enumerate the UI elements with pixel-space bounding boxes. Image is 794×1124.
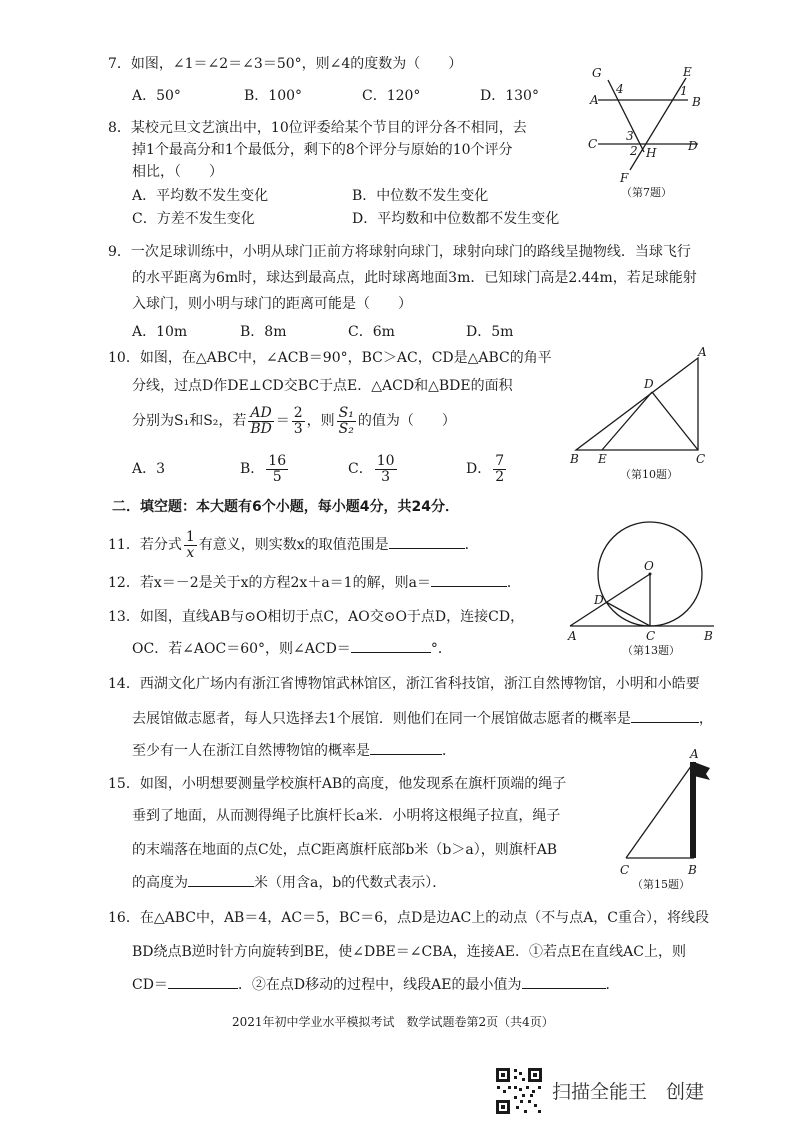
- q12-line: 12．若x＝－2是关于x的方程2x＋a＝1的解，则a＝ ．: [108, 572, 521, 593]
- q7-stem: 7．如图，∠1＝∠2＝∠3＝50°，则∠4的度数为（ ）: [108, 56, 463, 72]
- scanner-watermark: 扫描全能王 创建: [552, 1081, 705, 1103]
- page-footer: 2021年初中学业水平模拟考试 数学试题卷第2页（共4页）: [232, 1015, 554, 1029]
- q10-figure: [562, 344, 722, 466]
- q16-line1: 16．在△ABC中，AB＝4，AC＝5，BC＝6，点D是边AC上的动点（不与点A，C重合），将线段: [108, 910, 710, 926]
- q13-label-a: A: [568, 629, 577, 642]
- q14-line2: 去展馆做志愿者，每人只选择去1个展馆．则他们在同一个展馆做志愿者的概率是 ，: [132, 708, 713, 729]
- q16-answer-blank-2: [522, 974, 606, 989]
- q9-option-c: C．6m: [348, 324, 395, 340]
- q7-label-2: 2: [630, 144, 638, 158]
- q15-line2: 垂到了地面，从而测得绳子比旗杆长a米．小明将这根绳子拉直，绳子: [132, 808, 561, 824]
- q10-label-a: A: [698, 345, 707, 359]
- q7-label-4: 4: [616, 82, 624, 96]
- q7-caption: （第7题）: [621, 186, 672, 199]
- q10-line2: 分线，过点D作DE⊥CD交BC于点E．△ACD和△BDE的面积: [132, 378, 513, 394]
- q13-label-b: B: [704, 629, 713, 642]
- q16-line2: BD绕点B逆时针方向旋转到BE，使∠DBE＝∠CBA，连接AE．①若点E在直线AC上，则: [132, 944, 686, 960]
- q8-option-c: C．方差不发生变化: [132, 211, 255, 227]
- q16-line3: CD＝ ．②在点D移动的过程中，线段AE的最小值为 ．: [132, 974, 620, 995]
- q13-line2: OC．若∠AOC＝60°，则∠ACD＝ °．: [132, 638, 452, 659]
- q12-answer-blank: [431, 572, 507, 587]
- q15-caption: （第15题）: [632, 878, 690, 891]
- q10-option-a: A．3: [132, 461, 166, 477]
- q10-line3: 分别为S₁和S₂，若 $\frac{AD}{BD}$ ＝ $\frac{2}{3}$ ，则 $\frac{\text{S₁}}{\text{S₂}}$ 的值为（ ）: [132, 404, 456, 437]
- q15-line4: 的高度为 米（用含a，b的代数式表示）．: [132, 872, 446, 893]
- q10-label-d: D: [644, 377, 654, 391]
- q14-answer-blank-1: [631, 708, 699, 723]
- q7-figure: [578, 60, 718, 200]
- q7-option-c: C．120°: [362, 88, 421, 104]
- q8-option-b: B．中位数不发生变化: [352, 188, 489, 204]
- q9-option-a: A．10m: [132, 324, 188, 340]
- q10-frac-s1-s2: $\frac{\text{S₁}}{\text{S₂}}$: [338, 404, 354, 437]
- q15-figure: [614, 746, 714, 878]
- q13-label-o: O: [644, 559, 654, 573]
- q15-label-b: B: [688, 863, 697, 877]
- q15-line3: 的末端落在地面的点C处，点C距离旗杆底部b米（b＞a），则旗杆AB: [132, 842, 558, 858]
- q8-option-a: A．平均数不发生变化: [132, 188, 269, 204]
- q8-line1: 8．某校元旦文艺演出中，10位评委给某个节目的评分各不相同，去: [108, 120, 527, 136]
- q10-label-c: C: [696, 452, 706, 466]
- q10-option-b: B． $\frac{16}{5}$: [240, 452, 287, 485]
- q9-option-d: D．5m: [466, 324, 514, 340]
- q7-label-d: D: [688, 139, 698, 153]
- q7-option-b: B．100°: [244, 88, 303, 104]
- q7-label-f: F: [620, 171, 629, 185]
- q15-answer-blank: [188, 872, 254, 887]
- q13-figure: [566, 518, 716, 642]
- q10-frac-value: $\frac{2}{3}$: [293, 404, 303, 437]
- q10-label-b: B: [570, 452, 579, 466]
- q9-option-b: B．8m: [240, 324, 287, 340]
- q11-line: 11．若分式 $\frac{1}{x}$ 有意义，则实数x的取值范围是 ．: [108, 528, 479, 561]
- q10-option-c: C． $\frac{10}{3}$: [348, 452, 395, 485]
- q7-label-c: C: [588, 137, 598, 151]
- q7-label-b: B: [692, 95, 701, 109]
- q8-line2: 掉1个最高分和1个最低分，剩下的8个评分与原始的10个评分: [132, 142, 513, 158]
- q16-answer-blank-1: [168, 974, 238, 989]
- q13-label-c: C: [646, 629, 656, 642]
- q7-option-a: A．50°: [132, 88, 181, 104]
- q9-line1: 9．一次足球训练中，小明从球门正前方将球射向球门，球射向球门的路线呈抛物线．当球飞行: [108, 244, 691, 260]
- q15-line1: 15．如图，小明想要测量学校旗杆AB的高度，他发现系在旗杆顶端的绳子: [108, 776, 567, 792]
- q10-label-e: E: [598, 452, 607, 466]
- q15-label-a: A: [690, 747, 699, 761]
- q8-option-d: D．平均数和中位数都不发生变化: [352, 211, 560, 227]
- q7-label-h: H: [646, 146, 657, 160]
- q14-answer-blank-2: [370, 740, 442, 755]
- section-2-heading: 二．填空题：本大题有6个小题，每小题4分，共24分．: [112, 499, 459, 515]
- q13-caption: （第13题）: [622, 644, 680, 657]
- q7-label-a: A: [590, 93, 599, 107]
- q7-label-3: 3: [626, 129, 634, 143]
- q10-frac-ad-bd: $\frac{AD}{BD}$: [250, 404, 272, 437]
- q13-answer-blank: [351, 638, 431, 653]
- q13-line1: 13．如图，直线AB与⊙O相切于点C，AO交⊙O于点D，连接CD，: [108, 609, 525, 625]
- q7-label-g: G: [592, 66, 602, 80]
- qr-code-icon: [494, 1066, 544, 1116]
- q10-line1: 10．如图，在△ABC中，∠ACB＝90°，BC＞AC，CD是△ABC的角平: [108, 350, 552, 366]
- q11-fraction: $\frac{1}{x}$: [185, 528, 195, 561]
- q10-option-d: D． $\frac{7}{2}$: [466, 452, 505, 485]
- q15-label-c: C: [620, 863, 630, 877]
- q7-label-e: E: [683, 65, 692, 79]
- q14-line3: 至少有一人在浙江自然博物馆的概率是 ．: [132, 740, 456, 761]
- q13-label-d: D: [594, 593, 604, 607]
- q11-answer-blank: [389, 534, 465, 549]
- q14-line1: 14．西湖文化广场内有浙江省博物馆武林馆区，浙江省科技馆，浙江自然博物馆，小明和小皓要: [108, 676, 700, 692]
- q7-label-1: 1: [680, 84, 688, 98]
- q10-caption: （第10题）: [620, 468, 678, 481]
- q8-line3: 相比，（ ）: [132, 164, 223, 180]
- q9-line3: 入球门，则小明与球门的距离可能是（ ）: [132, 296, 412, 312]
- q9-line2: 的水平距离为6m时，球达到最高点，此时球离地面3m．已知球门高是2.44m，若足球能射: [132, 270, 697, 286]
- q7-option-d: D．130°: [480, 88, 539, 104]
